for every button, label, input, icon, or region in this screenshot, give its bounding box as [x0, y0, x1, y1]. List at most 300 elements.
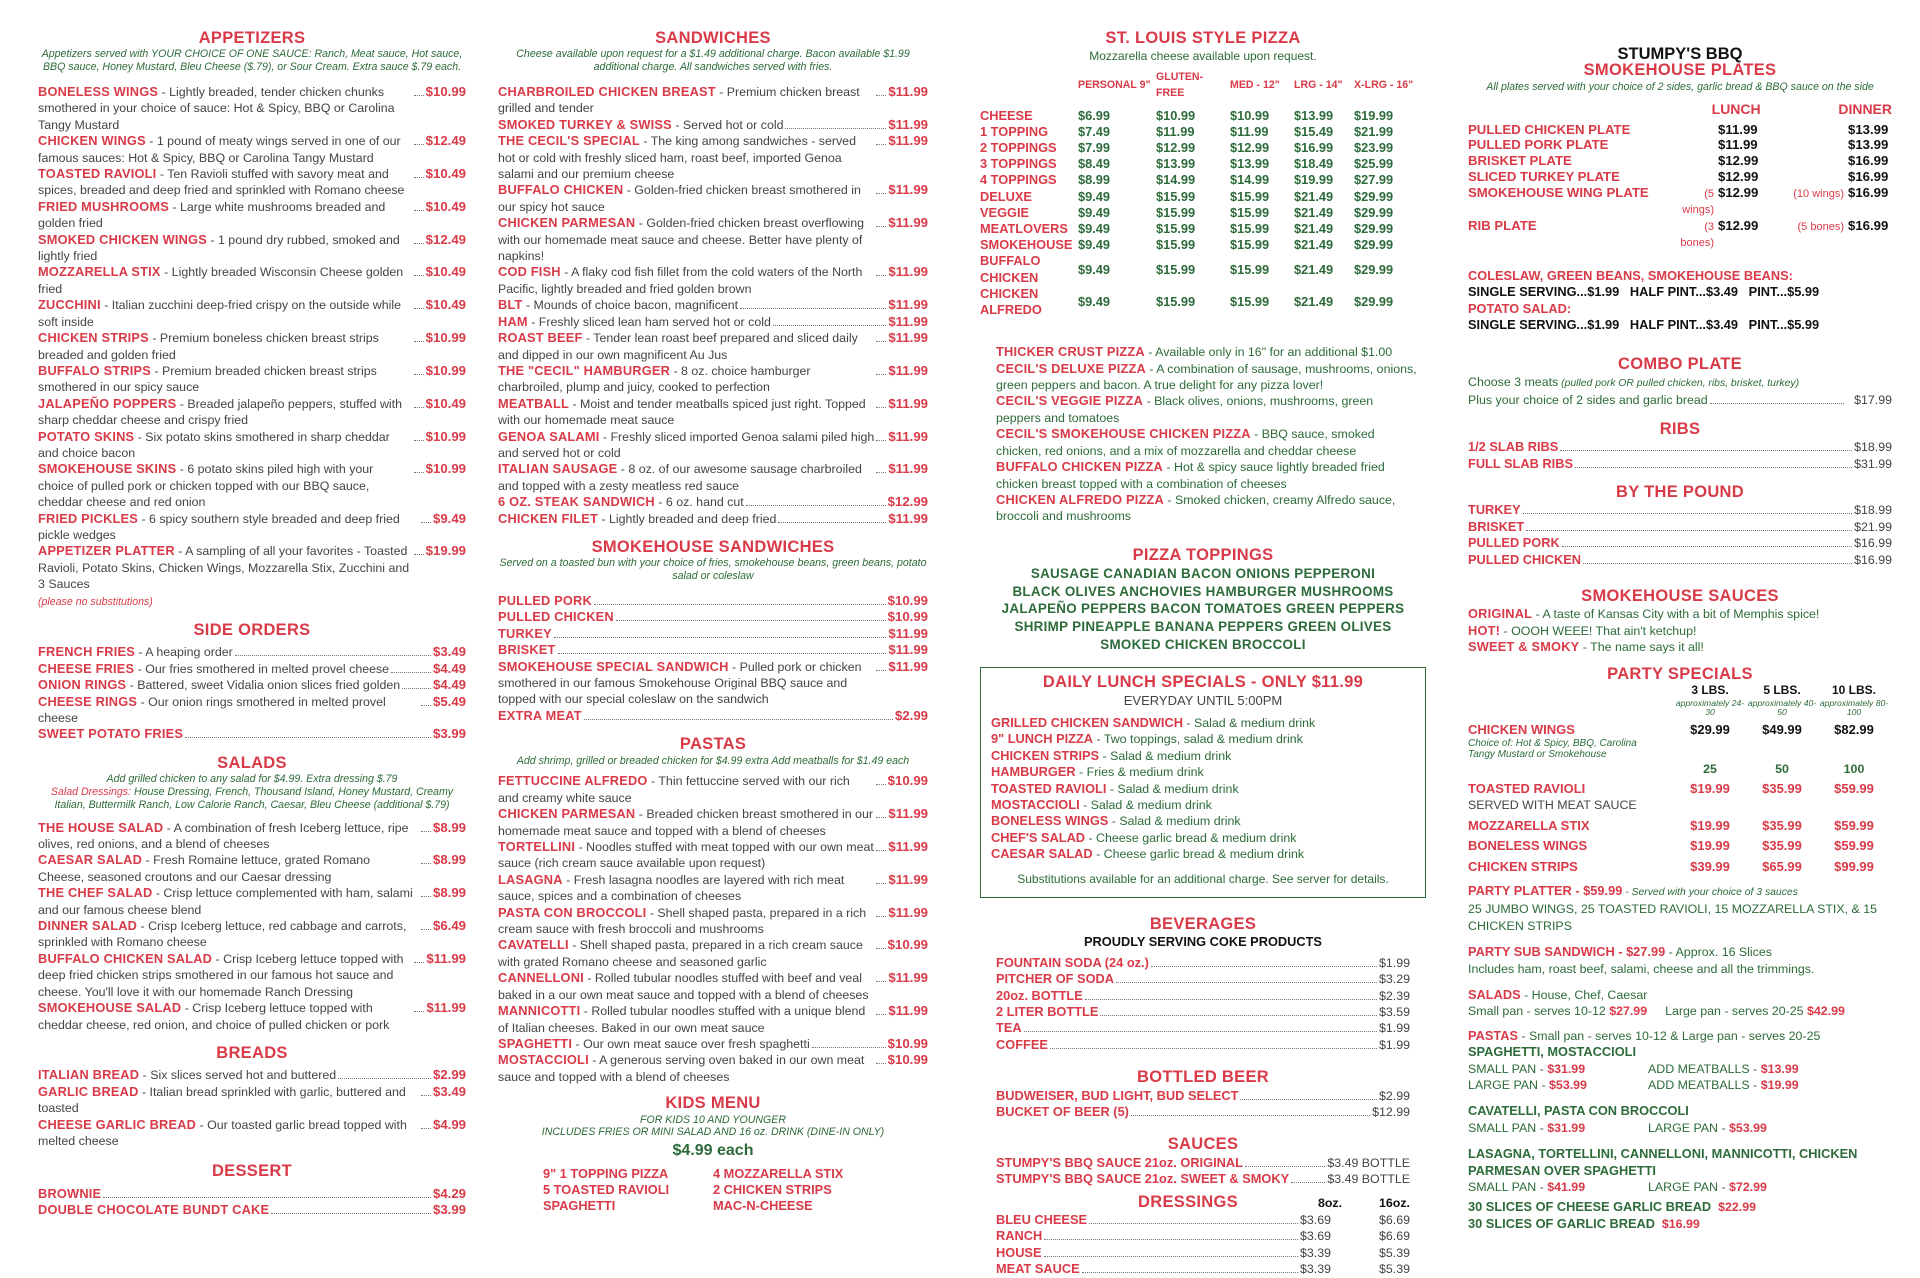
wing-size-5lb: 5 LBS.: [1763, 683, 1801, 698]
pizza-row: [980, 189, 1426, 205]
combo-line-2: [1468, 392, 1892, 408]
plate-lunch-price: $12.99: [1718, 153, 1759, 169]
pizza-size-header: MED - 12": [1230, 79, 1280, 92]
item-name: FULL SLAB RIBS: [1468, 455, 1573, 471]
item-price-16oz: $5.39: [1378, 1262, 1410, 1277]
pizza-price: $14.99: [1230, 172, 1270, 188]
item-name: BONELESS WINGS: [38, 84, 159, 99]
column-2: [498, 30, 928, 1214]
pizza-specials: [996, 344, 1420, 524]
menu-item: [498, 937, 928, 970]
menu-item: [38, 264, 466, 297]
item-desc: - 6 oz. hand cut: [654, 495, 744, 510]
party-sub-note: - Approx. 16 Slices: [1665, 945, 1772, 960]
item-name: TURKEY: [498, 625, 552, 641]
menu-item: [38, 330, 466, 363]
item-price: $10.49: [425, 297, 466, 313]
item-desc: - Cheese garlic bread & medium drink: [1085, 830, 1297, 845]
pizza-row: [980, 108, 1426, 124]
pizza-price: $12.99: [1230, 140, 1270, 156]
item-name: THE CHEF SALAD: [38, 885, 153, 901]
pizza-specials-list: [980, 344, 1426, 524]
item-name: BRISKET: [498, 642, 556, 658]
item-name: MOSTACCIOLI: [991, 796, 1080, 812]
item-desc: - Large white mushrooms breaded and golden fried: [38, 199, 386, 231]
item-price: $11.99: [888, 871, 928, 887]
item-price-8oz: $3.69: [1300, 1229, 1332, 1244]
price-row: [996, 1104, 1410, 1120]
item-price: $11.99: [888, 510, 928, 526]
item-desc: - Our toasted garlic bread topped with melted cheese: [38, 1117, 407, 1148]
menu-item: [1468, 639, 1892, 655]
wing-size-3lb: 3 LBS.: [1691, 683, 1729, 698]
menu-item: [38, 694, 466, 727]
pizza-name: 1 TOPPING: [980, 123, 1049, 139]
item-price: $11.99: [888, 625, 928, 641]
pizza-price: $10.99: [1156, 107, 1196, 123]
item-price: $11.99: [888, 362, 928, 378]
item-price: $12.99: [887, 494, 928, 510]
item-desc: - Moist and tender meatballs spiced just right. Topped with our homemade meat sauce: [498, 396, 866, 428]
menu-item: [498, 905, 928, 938]
party-pastas-note: - Small pan - serves 10-12 & Large pan - serves 20-25: [1518, 1028, 1821, 1043]
item-price: $2.99: [1378, 1088, 1410, 1103]
plate-row: [1468, 185, 1892, 219]
menu-item: [498, 511, 928, 527]
item-name: ROAST BEEF: [498, 330, 583, 346]
item-desc: - Available only in 16" for an additional $1.00: [1144, 345, 1393, 360]
item-desc: - 6 potato skins piled high with your choice of pulled pork or chicken topped with our BBQ sauce, cheddar cheese and red onion: [38, 462, 374, 510]
item-price: $9.49: [432, 510, 466, 526]
pizza-price: $9.49: [1078, 204, 1111, 220]
party-salads-sizes: [1468, 1003, 1892, 1019]
column-3: [980, 30, 1426, 1278]
item-desc: - Hot & spicy sauce lightly breaded fried chicken breast topped with a combination of cheeses: [996, 460, 1385, 491]
item-name: BUFFALO STRIPS: [38, 362, 151, 378]
sides-line-2: SINGLE SERVING...$1.99 HALF PINT...$3.49 PINT...$5.99: [1468, 317, 1820, 333]
price-row: [996, 971, 1410, 987]
menu-item: [38, 232, 466, 265]
item-price: $11.99: [888, 330, 928, 346]
item-name: MEAT SAUCE: [996, 1261, 1080, 1277]
item-price-8oz: $3.39: [1300, 1262, 1332, 1277]
item-desc: - A combination of sausage, mushrooms, onions, green peppers and bacon. A true delight for any pizza lover!: [996, 361, 1417, 393]
kids-items: [498, 1166, 928, 1214]
price-row: [996, 1155, 1410, 1171]
item-name: APPETIZER PLATTER: [38, 543, 175, 559]
pasta-group-name: SPAGHETTI, MOSTACCIOLI: [1468, 1044, 1637, 1060]
item-desc: - Battered, sweet Vidalia onion slices fried golden: [126, 678, 401, 693]
item-desc: - Breaded jalapeño peppers, stuffed with sharp cheddar cheese and crispy fried: [38, 396, 403, 428]
item-price: $11.99: [888, 428, 928, 444]
pizza-price: $15.99: [1230, 237, 1270, 253]
item-name: BONELESS WINGS: [991, 813, 1109, 829]
item-price: $16.99: [1854, 536, 1892, 551]
party-item-sub: SERVED WITH MEAT SAUCE: [1468, 798, 1637, 813]
item-desc: - Lightly breaded and deep fried: [598, 511, 777, 526]
item-desc: - Thin fettuccine served with our rich and creamy white sauce: [498, 774, 850, 805]
pizza-price: $15.99: [1230, 221, 1270, 237]
item-desc: - Premium breaded chicken breast strips smothered in our spicy sauce: [38, 363, 377, 395]
beverages-sub: PROUDLY SERVING COKE PRODUCTS: [1084, 934, 1322, 950]
party-row: [1468, 818, 1892, 834]
item-name: SPAGHETTI: [498, 1035, 573, 1051]
party-wings-price: $29.99: [1690, 721, 1730, 737]
party-wings-desc: Choice of: Hot & Spicy, BBQ, Carolina Tangy Mustard or Smokehouse: [1468, 738, 1637, 761]
item-price: $11.99: [888, 182, 928, 198]
toppings-title: PIZZA TOPPINGS: [1132, 545, 1274, 564]
item-name: PULLED PORK: [1468, 535, 1560, 551]
party-wings-name: CHICKEN WINGS: [1468, 721, 1575, 737]
ribs-list: [1468, 439, 1892, 472]
pizza-price: $11.99: [1230, 123, 1269, 139]
plate-dinner-price: $13.99: [1848, 137, 1889, 153]
small-pan-label: SMALL PAN -: [1468, 1061, 1548, 1076]
price-row: [996, 1171, 1410, 1187]
item-price: $3.99: [432, 1202, 466, 1218]
item-desc: - Cheese garlic bread & medium drink: [1092, 847, 1305, 862]
lunch-item: [991, 830, 1415, 846]
item-name: THE CECIL'S SPECIAL: [498, 133, 640, 149]
pizza-price: $21.49: [1294, 204, 1334, 220]
smokehouse-sandwiches-note: Served on a toasted bun with your choice of fries, smokehouse beans, green beans, potato salad or coleslaw: [499, 557, 927, 583]
party-salads-note: - House, Chef, Caesar: [1520, 987, 1648, 1002]
menu-item: [38, 133, 466, 166]
item-name: PULLED CHICKEN: [1468, 551, 1582, 567]
wing-approx: approximately 40-50: [1747, 697, 1817, 718]
item-desc: - Italian zucchini deep-fried crispy on the outside while soft inside: [38, 298, 402, 329]
item-desc: - Freshly sliced imported Genoa salami piled high and served hot or cold: [498, 429, 875, 460]
item-price: $4.49: [432, 677, 466, 693]
menu-item: [38, 644, 466, 660]
item-price: $12.49: [425, 133, 466, 149]
item-price: $11.99: [888, 806, 928, 822]
pizza-price: $9.49: [1078, 221, 1111, 237]
plate-lunch-price: $11.99: [1718, 121, 1758, 137]
party-count-list: [1468, 781, 1892, 875]
menu-item: [38, 661, 466, 677]
menu-item: [498, 806, 928, 839]
item-name: SMOKED CHICKEN WINGS: [38, 231, 207, 247]
menu-item: [38, 1202, 466, 1218]
pastas-note: Add shrimp, grilled or breaded chicken for $4.99 extra Add meatballs for $1.49 each: [516, 754, 910, 767]
item-desc: - Salad & medium drink: [1182, 715, 1316, 730]
menu-item: [996, 459, 1420, 492]
item-price: $11.99: [888, 839, 928, 855]
item-name: CAESAR SALAD: [38, 852, 143, 868]
item-name: THE "CECIL" HAMBURGER: [498, 362, 671, 378]
dessert-title: DESSERT: [211, 1162, 293, 1181]
item-name: BUCKET OF BEER (5): [996, 1104, 1129, 1120]
menu-item: [498, 330, 928, 363]
item-name: EXTRA MEAT: [498, 707, 582, 723]
pizza-price: $19.99: [1354, 107, 1394, 123]
dressing-row: [996, 1212, 1410, 1228]
pizza-price: $15.99: [1156, 261, 1196, 277]
item-name: CHEESE RINGS: [38, 693, 138, 709]
item-name: BLT: [498, 297, 523, 313]
item-desc: - Salad & medium drink: [1079, 797, 1212, 812]
salads-note-line1: Add grilled chicken to any salad for $4.99. Extra dressing $.79: [106, 773, 398, 786]
item-desc: - A heaping order: [134, 645, 233, 660]
item-desc: - Salad & medium drink: [1108, 814, 1241, 829]
party-bread-1: 30 SLICES OF CHEESE GARLIC BREAD: [1468, 1199, 1712, 1215]
item-price: $3.99: [432, 726, 466, 742]
item-name: FRENCH FRIES: [38, 644, 135, 660]
plates-list: [1468, 122, 1892, 252]
appetizers-list: [38, 84, 466, 610]
party-row: [1468, 838, 1892, 854]
item-price: $31.99: [1854, 456, 1892, 471]
menu-item: [38, 677, 466, 693]
item-name: PASTA CON BROCCOLI: [498, 904, 647, 920]
lunch-item: [991, 846, 1415, 862]
party-item-price: $65.99: [1762, 858, 1802, 874]
party-item-price: $35.99: [1762, 838, 1802, 854]
small-pan-price: $31.99: [1547, 1120, 1586, 1135]
item-price: $10.99: [887, 1035, 928, 1051]
item-name: DOUBLE CHOCOLATE BUNDT CAKE: [38, 1202, 270, 1218]
item-desc: - Crisp Iceberg lettuce topped with deep fried chicken strips smothered in our famous hot sauce and cheese. You'll love it with our homemade Ranch Dressing: [38, 951, 404, 999]
dressings-size-8oz: 8oz.: [1317, 1195, 1343, 1210]
item-desc: - Two toppings, salad & medium drink: [1093, 732, 1303, 747]
appetizers-title: APPETIZERS: [198, 29, 306, 47]
pizza-row: [980, 286, 1426, 318]
item-name: STUMPY'S BBQ SAUCE 21oz. SWEET & SMOKY: [996, 1171, 1290, 1187]
salads-note: [38, 773, 466, 811]
combo-line-2-text: Plus your choice of 2 sides and garlic bread: [1468, 393, 1708, 408]
item-price: $10.49: [425, 395, 466, 411]
party-salads-name: SALADS: [1468, 986, 1521, 1002]
price-row: [996, 1037, 1410, 1053]
item-price: $11.99: [888, 313, 928, 329]
item-name: SWEET & SMOKY: [1468, 639, 1580, 655]
item-name: SMOKED TURKEY & SWISS: [498, 116, 672, 132]
menu-item: [38, 84, 466, 133]
item-name: HAMBURGER: [991, 764, 1076, 780]
pizza-price: $29.99: [1354, 221, 1394, 237]
pizza-name: VEGGIE: [980, 204, 1030, 220]
item-name: CHARBROILED CHICKEN BREAST: [498, 84, 716, 99]
lunch-specials-list: [991, 715, 1415, 863]
item-name: COFFEE: [996, 1036, 1048, 1052]
item-price: $11.99: [888, 84, 928, 99]
item-price: $10.99: [887, 592, 928, 608]
kids-item: 9" 1 TOPPING PIZZA: [543, 1165, 669, 1181]
pizza-name: BUFFALO CHICKEN: [980, 253, 1041, 285]
party-pasta-groups: [1468, 1044, 1892, 1195]
pizza-price: $21.49: [1294, 188, 1334, 204]
pasta-group-name: LASAGNA, TORTELLINI, CANNELLONI, MANNICOTTI, CHICKEN PARMESAN OVER SPAGHETTI: [1468, 1146, 1858, 1178]
combo-title: COMBO PLATE: [1618, 354, 1742, 373]
item-name: POTATO SKINS: [38, 428, 135, 444]
pizza-size-header: LRG - 14": [1294, 79, 1343, 92]
item-price: $8.99: [432, 885, 466, 901]
salads-list: [38, 820, 466, 1033]
pizza-price: $16.99: [1294, 140, 1334, 156]
item-name: CHICKEN STRIPS: [38, 330, 149, 346]
menu-item: [38, 852, 466, 885]
pizza-name: CHEESE: [980, 107, 1033, 123]
item-price: $2.99: [432, 1067, 466, 1083]
item-desc: - Crisp Iceberg lettuce, red cabbage and carrots, sprinkled with Romano cheese: [38, 919, 407, 950]
by-pound-title: BY THE POUND: [1616, 483, 1744, 502]
large-pan: [1468, 1077, 1648, 1093]
item-price: $3.49 BOTTLE: [1327, 1155, 1410, 1170]
drinks-area: [980, 916, 1426, 1278]
menu-item: [996, 426, 1420, 459]
item-name: CECIL'S VEGGIE PIZZA: [996, 393, 1144, 409]
menu-item: [498, 461, 928, 494]
party-pastas: [1468, 1028, 1892, 1044]
pizza-price-table: [980, 69, 1426, 318]
item-price: $10.99: [887, 937, 928, 953]
party-item-price: $59.99: [1834, 780, 1874, 796]
item-name: 9" LUNCH PIZZA: [991, 731, 1094, 747]
dessert-list: [38, 1186, 466, 1219]
pizza-price: $15.99: [1230, 261, 1270, 277]
lunch-item: [991, 748, 1415, 764]
kids-item: 2 CHICKEN STRIPS: [713, 1181, 832, 1197]
pizza-price: $9.49: [1078, 261, 1111, 277]
item-name: HAM: [498, 313, 528, 329]
item-desc: - Our onion rings smothered in melted provel cheese: [38, 694, 386, 726]
item-desc: - Freshly sliced lean ham served hot or cold: [527, 314, 771, 329]
item-price: $4.29: [432, 1185, 466, 1201]
party-platter-note: - Served with your choice of 3 sauces: [1622, 886, 1798, 898]
pizza-price: $29.99: [1354, 204, 1394, 220]
item-desc: - Salad & medium drink: [1106, 781, 1239, 796]
item-price: $3.59: [1378, 1005, 1410, 1020]
kids-note-line1: FOR KIDS 10 AND YOUNGER: [640, 1113, 786, 1126]
plate-dinner-price: $13.99: [1848, 121, 1889, 137]
pizza-price: $15.99: [1156, 204, 1196, 220]
party-platter-desc: 25 JUMBO WINGS, 25 TOASTED RAVIOLI, 15 MOZZARELLA STIX, & 15 CHICKEN STRIPS: [1468, 902, 1878, 933]
item-name: LASAGNA: [498, 871, 563, 887]
pizza-price: $29.99: [1354, 261, 1394, 277]
pizza-price: $15.49: [1294, 123, 1334, 139]
menu-item: [498, 1052, 928, 1085]
sauces-title: SAUCES: [1167, 1135, 1239, 1154]
item-price: $10.99: [425, 428, 466, 444]
menu-item: [498, 1036, 928, 1052]
plate-dinner-price: $16.99: [1848, 169, 1889, 184]
pizza-price: $15.99: [1156, 293, 1196, 309]
menu-item: [38, 1000, 466, 1033]
party-platter-name: PARTY PLATTER - $59.99: [1468, 882, 1623, 898]
plate-dinner-qty: (10 wings): [1793, 187, 1844, 200]
item-name: MOZZARELLA STIX: [38, 264, 161, 280]
price-row: [1468, 502, 1892, 518]
large-pan-price: $53.99: [1549, 1078, 1587, 1093]
item-desc: - A combination of fresh Iceberg lettuce, ripe olives, red onions, and a blend of cheeses: [38, 820, 409, 852]
add-meatballs-price: $13.99: [1760, 1061, 1799, 1076]
kids-title: KIDS MENU: [665, 1094, 761, 1113]
menu-item: [1468, 623, 1892, 639]
beer-title: BOTTLED BEER: [1137, 1068, 1269, 1087]
plates-header: [1468, 100, 1892, 118]
item-desc: - OOOH WEEE! That ain't ketchup!: [1500, 623, 1697, 638]
item-desc: - Golden-fried chicken breast overflowing with our homemade meat sauce and cheese. Better have plenty of napkins!: [498, 216, 864, 264]
item-desc: - Breaded chicken breast smothered in our homemade meat sauce and topped with a blend of cheeses: [498, 807, 873, 838]
menu-item: [498, 182, 928, 215]
item-name: THICKER CRUST PIZZA: [996, 344, 1145, 360]
bbq-sauces-list: [1468, 606, 1892, 655]
item-name: 6 OZ. STEAK SANDWICH: [498, 494, 655, 510]
beverages-title: BEVERAGES: [1149, 914, 1257, 933]
item-name: CHICKEN PARMESAN: [498, 215, 636, 231]
kids-item: SPAGHETTI: [543, 1197, 616, 1213]
salads-title: SALADS: [217, 753, 287, 772]
plate-lunch-qty: (5 wings): [1682, 187, 1714, 216]
pizza-price: $29.99: [1354, 188, 1394, 204]
plate-name: SMOKEHOUSE WING PLATE: [1468, 184, 1649, 200]
item-name: PULLED PORK: [498, 592, 592, 608]
pizza-row: [980, 124, 1426, 140]
count-50: 50: [1775, 761, 1789, 776]
dressing-row: [996, 1245, 1410, 1261]
party-bread-2: 30 SLICES OF GARLIC BREAD: [1468, 1215, 1655, 1231]
plate-dinner-price: $16.99: [1848, 153, 1889, 169]
item-name: TURKEY: [1468, 502, 1521, 518]
item-name: CHICKEN STRIPS: [991, 747, 1100, 763]
pizza-price: $21.49: [1294, 221, 1334, 237]
pizza-price: $7.99: [1078, 140, 1111, 156]
plate-name: BRISKET PLATE: [1468, 153, 1572, 169]
party-pastas-name: PASTAS: [1468, 1027, 1519, 1043]
item-name: BUFFALO CHICKEN: [498, 182, 624, 198]
item-name: FETTUCCINE ALFREDO: [498, 773, 648, 789]
pasta-group: [1468, 1146, 1892, 1195]
menu-item: [38, 297, 466, 330]
side-orders-list: [38, 644, 466, 742]
menu-item: [498, 297, 928, 313]
price-row: [996, 1088, 1410, 1104]
pasta-group: [1468, 1044, 1892, 1093]
party-item-name: TOASTED RAVIOLI: [1468, 780, 1586, 796]
add-meatballs: [1648, 1061, 1799, 1077]
plate-name: SLICED TURKEY PLATE: [1468, 169, 1620, 184]
menu-item: [996, 393, 1420, 426]
item-price: $10.99: [425, 461, 466, 477]
item-price: $3.49: [432, 1083, 466, 1099]
item-name: BUFFALO CHICKEN SALAD: [38, 950, 213, 966]
item-name: BROWNIE: [38, 1185, 102, 1201]
sandwiches-note: Cheese available upon request for a $1.49 additional charge. Bacon available $1.99 additional charge. All sandwiches served with fries.: [516, 48, 910, 74]
pizza-price: $13.99: [1230, 156, 1270, 172]
item-price: $10.99: [425, 330, 466, 346]
pizza-price: $15.99: [1156, 188, 1196, 204]
pizza-row: [980, 237, 1426, 253]
menu-item: [1468, 606, 1892, 622]
item-price-16oz: $5.39: [1378, 1245, 1410, 1260]
small-pan: [1468, 1179, 1648, 1195]
item-name: TORTELLINI: [498, 839, 576, 855]
item-desc: - 8 oz. of our awesome sausage charbroiled and topped with a zesty meatless red sauce: [498, 462, 862, 493]
item-name: ONION RINGS: [38, 677, 127, 693]
small-pan-price: $41.99: [1547, 1180, 1586, 1195]
price-row: [1468, 456, 1892, 472]
price-row: [1468, 535, 1892, 551]
price-row: [996, 1020, 1410, 1036]
pizza-price: $18.49: [1294, 156, 1334, 172]
party-wings-grid: [1468, 682, 1892, 777]
party-title: PARTY SPECIALS: [1607, 664, 1753, 683]
item-price: $5.49: [432, 693, 466, 709]
item-name: CHEESE FRIES: [38, 660, 135, 676]
item-desc: - Black olives, onions, mushrooms, green peppers and tomatoes: [996, 394, 1374, 425]
pizza-name: DELUXE: [980, 188, 1032, 204]
